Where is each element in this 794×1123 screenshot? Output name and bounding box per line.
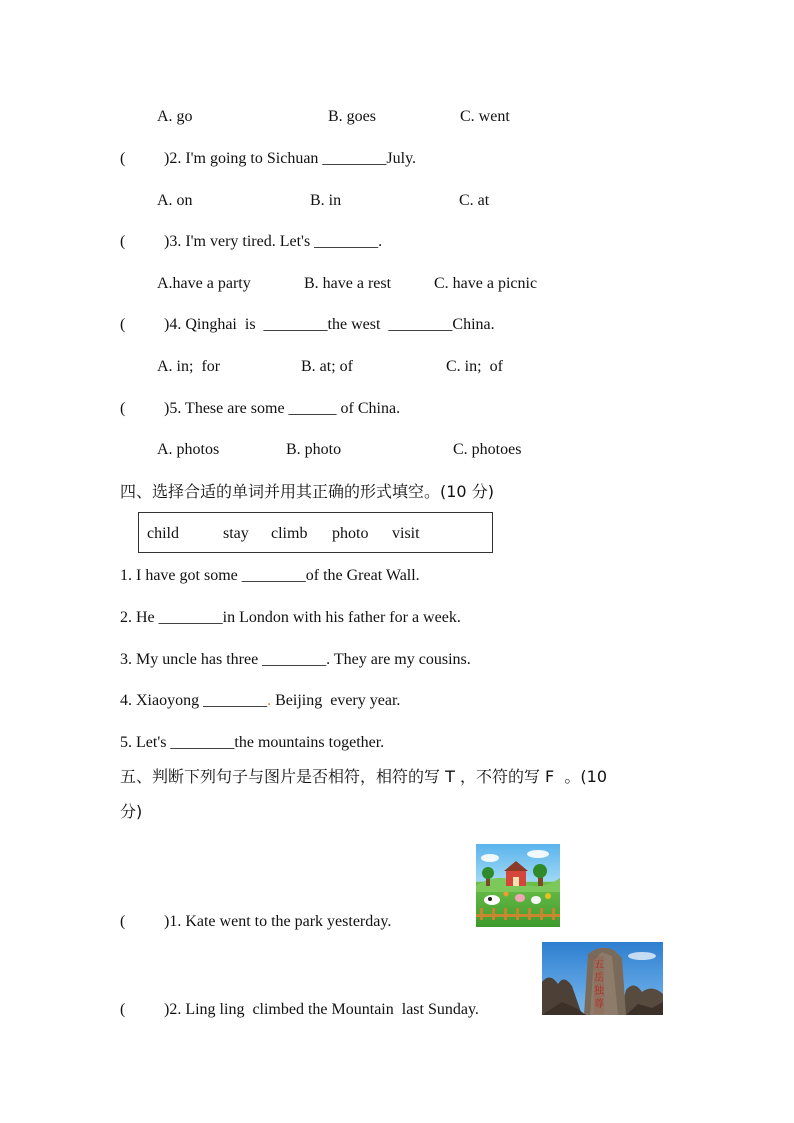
- q4-option-c: C. in; of: [446, 358, 503, 375]
- farm-scene-drawing: [476, 844, 560, 927]
- q5-option-a: A. photos: [157, 441, 220, 458]
- word-bank-item: climb: [271, 525, 308, 542]
- section5-heading-line1: 五、判断下列句子与图片是否相符，相符的写 T ，不符的写 F 。(10: [120, 767, 608, 786]
- section4-item-4-dot: .: [267, 692, 272, 709]
- q4-text: )4. Qinghai is ________the west ________China.: [164, 316, 495, 333]
- mount-tai-stone-image: [542, 942, 663, 1015]
- section4-item-4-end: Beijing every year.: [271, 692, 401, 709]
- stone-char-2: 岳: [594, 973, 604, 984]
- word-bank-box: [138, 512, 493, 553]
- section4-item-4[interactable]: [120, 691, 400, 711]
- word-bank-item: visit: [392, 525, 420, 542]
- stone-char-1: 五: [594, 960, 604, 971]
- section5-q1-paren[interactable]: (: [120, 913, 126, 930]
- q1-option-c: C. went: [460, 108, 510, 125]
- mount-tai-stone-drawing: [542, 942, 663, 1015]
- q1-option-a: A. go: [157, 108, 193, 125]
- section5-q2-text: )2. Ling ling climbed the Mountain last Sunday.: [164, 1001, 479, 1018]
- q2-option-b: B. in: [310, 192, 342, 209]
- q5-text: )5. These are some ______ of China.: [164, 400, 401, 417]
- section4-item-4-start: 4. Xiaoyong ________: [120, 692, 268, 709]
- section4-item-1[interactable]: 1. I have got some ________of the Great Wall.: [120, 567, 420, 584]
- q3-text: )3. I'm very tired. Let's ________.: [164, 233, 383, 250]
- q4-option-b: B. at; of: [301, 358, 353, 375]
- word-bank-item: stay: [223, 525, 249, 542]
- q3-answer-paren[interactable]: (: [120, 233, 126, 250]
- q5-option-b: B. photo: [286, 441, 342, 458]
- word-bank-item: child: [147, 525, 179, 542]
- q2-answer-paren[interactable]: (: [120, 150, 126, 167]
- q3-option-c: C. have a picnic: [434, 275, 538, 292]
- section5-heading-line2: 分): [120, 802, 143, 821]
- q4-answer-paren[interactable]: (: [120, 316, 126, 333]
- q3-option-b: B. have a rest: [304, 275, 392, 292]
- q1-option-b: B. goes: [328, 108, 376, 125]
- section4-item-2[interactable]: 2. He ________in London with his father for a week.: [120, 609, 461, 626]
- stone-char-4: 尊: [594, 999, 604, 1010]
- q2-option-c: C. at: [459, 192, 490, 209]
- q2-option-a: A. on: [157, 192, 193, 209]
- q3-option-a: A.have a party: [157, 275, 251, 292]
- section4-item-5[interactable]: 5. Let's ________the mountains together.: [120, 734, 385, 751]
- q5-option-c: C. photoes: [453, 441, 522, 458]
- q2-text: )2. I'm going to Sichuan ________July.: [164, 150, 417, 167]
- stone-char-3: 独: [594, 986, 604, 997]
- section4-heading: 四、选择合适的单词并用其正确的形式填空。(10 分): [120, 482, 494, 501]
- section5-q1-text: )1. Kate went to the park yesterday.: [164, 913, 392, 930]
- farm-scene-image: [476, 844, 560, 927]
- section4-item-3[interactable]: 3. My uncle has three ________. They are my cousins.: [120, 651, 471, 668]
- word-bank-item: photo: [332, 525, 369, 542]
- q4-option-a: A. in; for: [157, 358, 221, 375]
- section5-q2-paren[interactable]: (: [120, 1001, 126, 1018]
- q5-answer-paren[interactable]: (: [120, 400, 126, 417]
